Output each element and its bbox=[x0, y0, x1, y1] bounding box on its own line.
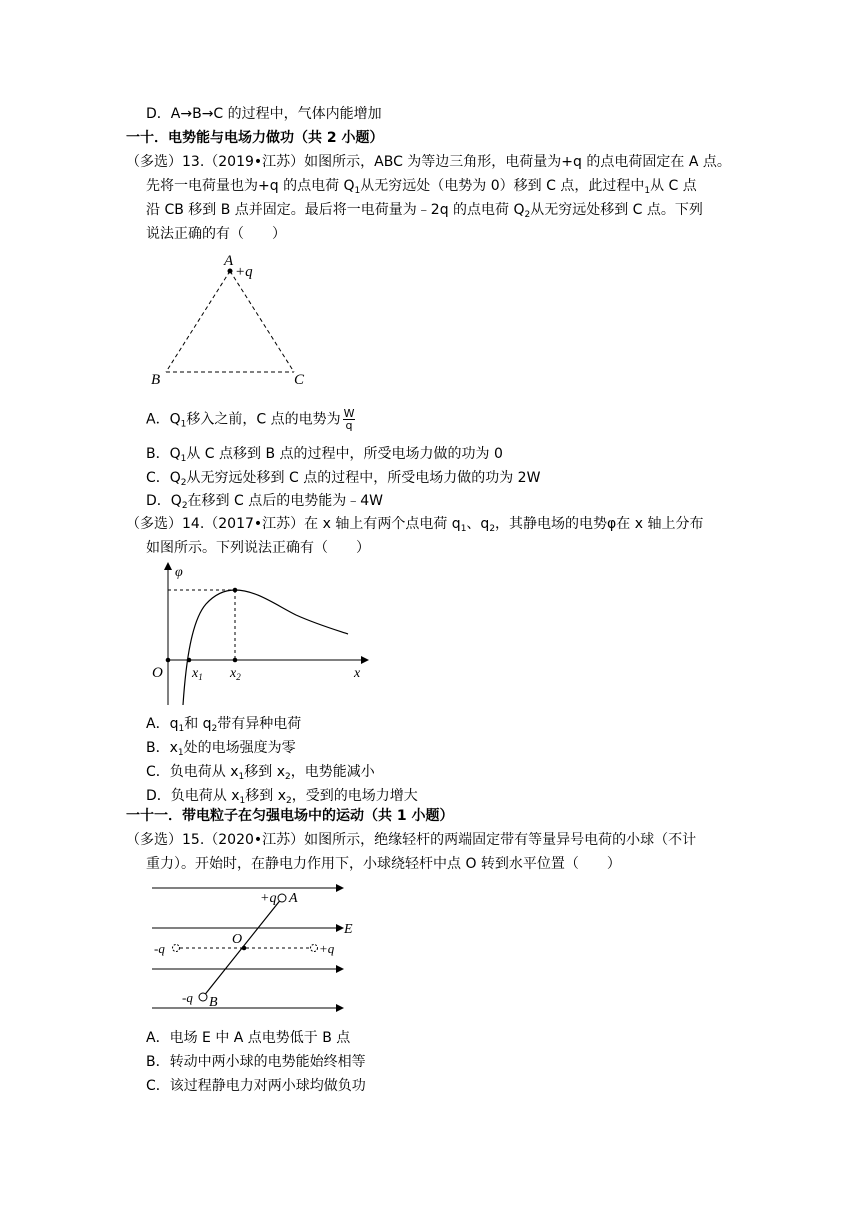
q14-option-d bbox=[146, 786, 418, 806]
label-x1-main: x bbox=[192, 666, 199, 681]
label-a: A bbox=[289, 891, 298, 906]
label-minus-q-b: -q bbox=[182, 990, 193, 1005]
label-x1-sub: 1 bbox=[198, 672, 203, 682]
label-x: x bbox=[354, 666, 361, 681]
q14-option-a-post: 带有异种电荷 bbox=[217, 716, 302, 732]
field-arrow-2 bbox=[336, 924, 344, 932]
q14-option-c bbox=[146, 762, 375, 782]
field-arrow-1 bbox=[336, 884, 344, 892]
q13-line-4: 说法正确的有（ ） bbox=[146, 226, 286, 242]
q14-potential-graph bbox=[146, 560, 376, 710]
q14-option-b bbox=[146, 738, 296, 758]
q13-line-3 bbox=[146, 200, 703, 220]
q13-option-b-pre: B．Q bbox=[146, 446, 181, 462]
q13-sub-1: 1 bbox=[354, 186, 361, 196]
label-x2-main: x bbox=[230, 666, 237, 681]
q14-sub-1: 1 bbox=[460, 524, 467, 534]
q14-option-d-pre: D．负电荷从 x bbox=[146, 788, 240, 804]
q13-option-d bbox=[146, 491, 383, 511]
q13-line-3a: 沿 CB 移到 B 点并固定。最后将一电荷量为﹣2q 的点电荷 Q bbox=[146, 202, 525, 218]
point-a-charge bbox=[228, 269, 233, 274]
field-arrow-4 bbox=[336, 1004, 344, 1012]
field-arrow-3 bbox=[336, 965, 344, 973]
ball-left-dashed bbox=[173, 945, 180, 952]
q13-option-a bbox=[146, 408, 355, 431]
x-axis-arrow bbox=[361, 656, 369, 664]
q14-line-1a: （多选）14.（2017•江苏）在 x 轴上有两个点电荷 q bbox=[126, 516, 461, 532]
phi-axis-arrow bbox=[164, 562, 172, 570]
q13-sub-2: 2 bbox=[524, 210, 531, 220]
q14-line-2: 如图所示。下列说法正确有（ ） bbox=[146, 540, 370, 556]
ball-b bbox=[199, 993, 207, 1001]
label-minus-q-left: -q bbox=[154, 941, 165, 956]
fraction-denominator: q bbox=[345, 419, 353, 432]
q13-sub-1b: 1 bbox=[644, 186, 651, 196]
q14-option-d-sub2: 2 bbox=[286, 796, 292, 806]
q13-option-b-post: 从 C 点移到 B 点的过程中，所受电场力做的功为 0 bbox=[186, 446, 503, 462]
q15-field-figure bbox=[146, 880, 376, 1020]
fraction-numerator: W bbox=[343, 407, 355, 420]
prev-option-d: D．A→B→C 的过程中，气体内能增加 bbox=[146, 106, 382, 122]
q13-line-2c: 从 C 点 bbox=[650, 178, 697, 194]
q13-line-2 bbox=[146, 176, 697, 196]
q13-line-1: （多选）13.（2019•江苏）如图所示，ABC 为等边三角形，电荷量为+q 的点电荷固定在 A 点。 bbox=[126, 154, 731, 170]
q15-option-c: C．该过程静电力对两小球均做负功 bbox=[146, 1078, 366, 1094]
ball-right-dashed bbox=[311, 945, 318, 952]
label-plus-q-right: +q bbox=[319, 941, 335, 956]
q15-line-2: 重力）。开始时，在静电力作用下，小球绕轻杆中点 O 转到水平位置（ ） bbox=[146, 856, 621, 872]
q13-option-c-post: 从无穷远处移到 C 点的过程中，所受电场力做的功为 2W bbox=[186, 470, 541, 486]
q14-option-b-pre: B．x bbox=[146, 740, 178, 756]
q14-option-a-sub1: 1 bbox=[178, 724, 185, 734]
label-o: O bbox=[232, 932, 243, 947]
side-ab bbox=[166, 271, 230, 372]
q14-option-d-sub1: 1 bbox=[239, 796, 246, 806]
fraction-w-over-q bbox=[343, 408, 356, 431]
q13-line-3b: 从无穷远处移到 C 点。下列 bbox=[530, 202, 703, 218]
q14-line-1 bbox=[126, 514, 703, 534]
side-ac bbox=[230, 271, 294, 372]
label-b: B bbox=[209, 995, 218, 1010]
q14-option-b-post: 处的电场强度为零 bbox=[183, 740, 296, 756]
q14-option-c-post: ，电势能减小 bbox=[290, 764, 375, 780]
q13-option-d-pre: D．Q bbox=[146, 493, 182, 509]
max-dot bbox=[233, 588, 238, 593]
q14-option-a-sub2: 2 bbox=[211, 724, 218, 734]
q14-option-c-mid: 移到 x bbox=[244, 764, 285, 780]
q15-option-a: A．电场 E 中 A 点电势低于 B 点 bbox=[146, 1030, 351, 1046]
q13-option-a-pre: A．Q bbox=[146, 411, 181, 428]
q14-option-c-sub1: 1 bbox=[238, 772, 245, 782]
q14-option-a bbox=[146, 714, 301, 734]
ball-a bbox=[278, 894, 286, 902]
q14-option-a-mid: 和 q bbox=[184, 716, 212, 732]
label-plus-q-a: +q bbox=[260, 891, 277, 906]
q14-sub-2: 2 bbox=[489, 524, 496, 534]
label-a: A bbox=[224, 253, 234, 269]
label-phi: φ bbox=[175, 565, 183, 580]
q13-option-c-pre: C．Q bbox=[146, 470, 181, 486]
q15-line-1: （多选）15.（2020•江苏）如图所示，绝缘轻杆的两端固定带有等量异号电荷的小球（不计 bbox=[126, 832, 697, 848]
q13-line-2a: 先将一电荷量也为+q 的点电荷 Q bbox=[146, 178, 355, 194]
q13-triangle-figure bbox=[146, 248, 326, 393]
q14-line-1b: 、q bbox=[466, 516, 490, 532]
origin-dot bbox=[166, 658, 171, 663]
q13-option-b-sub: 1 bbox=[180, 454, 187, 464]
q13-line-2b: 从无穷远处（电势为 0）移到 C 点，此过程中 bbox=[360, 178, 645, 194]
section-10-title: 一十．电势能与电场力做功（共 2 小题） bbox=[126, 130, 384, 146]
q14-option-b-sub: 1 bbox=[177, 748, 184, 758]
x2-dot bbox=[233, 658, 238, 663]
q13-option-c-sub: 2 bbox=[180, 478, 187, 488]
center-o-dot bbox=[242, 946, 247, 951]
q13-option-b bbox=[146, 444, 503, 464]
q14-option-c-sub2: 2 bbox=[285, 772, 291, 782]
label-x1 bbox=[191, 666, 203, 682]
label-b: B bbox=[151, 372, 161, 388]
label-plus-q: +q bbox=[235, 264, 253, 280]
potential-curve bbox=[183, 590, 348, 705]
label-o: O bbox=[152, 665, 163, 681]
label-e: E bbox=[344, 922, 353, 937]
x1-dot bbox=[187, 658, 192, 663]
q14-option-a-pre: A．q bbox=[146, 716, 179, 732]
q15-option-b: B．转动中两小球的电势能始终相等 bbox=[146, 1054, 366, 1070]
q14-option-c-pre: C．负电荷从 x bbox=[146, 764, 239, 780]
label-x2 bbox=[229, 666, 241, 682]
label-c: C bbox=[294, 372, 305, 388]
q14-option-d-mid: 移到 x bbox=[245, 788, 286, 804]
q13-option-d-post: 在移到 C 点后的电势能为﹣4W bbox=[187, 493, 383, 509]
q13-option-a-sub: 1 bbox=[180, 419, 187, 430]
q13-option-d-sub: 2 bbox=[181, 501, 188, 511]
q14-option-d-post: ，受到的电场力增大 bbox=[291, 788, 418, 804]
section-11-title: 一十一．带电粒子在匀强电场中的运动（共 1 小题） bbox=[126, 808, 454, 824]
q13-option-c bbox=[146, 468, 540, 488]
q13-option-a-mid: 移入之前，C 点的电势为 bbox=[186, 411, 341, 428]
label-x2-sub: 2 bbox=[236, 672, 241, 682]
q14-line-1c: ，其静电场的电势φ在 x 轴上分布 bbox=[495, 516, 704, 532]
